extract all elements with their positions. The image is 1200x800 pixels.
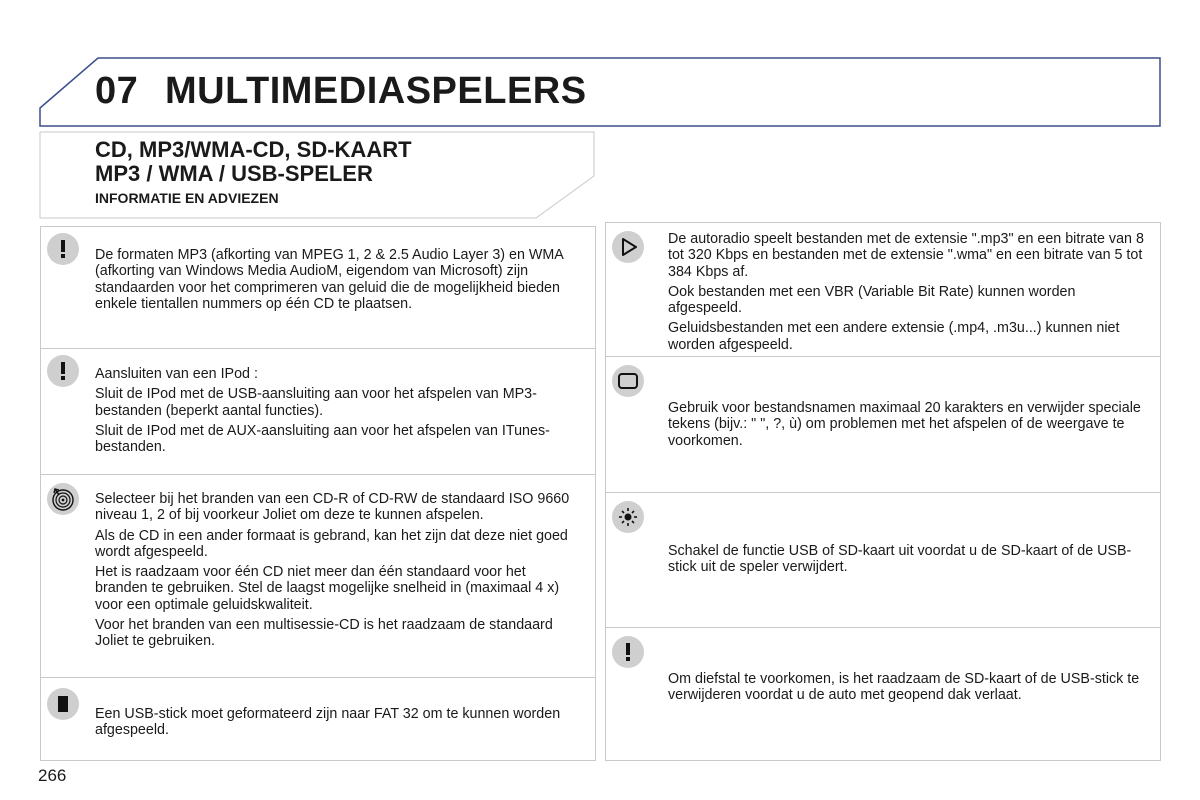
note-paragraph: Aansluiten van een IPod :: [95, 366, 258, 382]
note-paragraph: Om diefstal te voorkomen, is het raadzaam de SD-kaart of de USB-stick te verwijderen voordat u de auto met geopend dak verlaat.: [668, 671, 1140, 704]
note-paragraph: De autoradio speelt bestanden met de extensie ".mp3" en een bitrate van 8 tot 320 Kbps en bestanden met de extensie ".wma" en een bitrate van 5 tot 384 Kbps af.: [668, 231, 1144, 280]
note-paragraph: Ook bestanden met een VBR (Variable Bit Rate) kunnen worden afgespeeld.: [668, 283, 1076, 317]
note-paragraph: Gebruik voor bestandsnamen maximaal 20 karakters en verwijder speciale tekens (bijv.: " ", ?, ù) om problemen met het afspelen of de weergave te voorkomen.: [668, 400, 1141, 449]
note-paragraph: De formaten MP3 (afkorting van MPEG 1, 2 & 2.5 Audio Layer 3) en WMA (afkorting van Windows Media AudioM, eigendom van Microsoft) zijn standaarden voor het comprimeren van geluid die de mogelijkheid bieden enkele tientallen nummers op één CD te plaatsen.: [95, 247, 564, 312]
note-paragraph: Sluit de IPod met de USB-aansluiting aan voor het afspelen van MP3-bestanden (beperkt aantal functies).: [95, 386, 537, 419]
note-paragraph: Sluit de IPod met de AUX-aansluiting aan voor het afspelen van ITunes-bestanden.: [95, 422, 550, 456]
note-mp3-wma-formats: [41, 227, 595, 349]
exclamation-icon: [47, 233, 79, 265]
chapter-title: MULTIMEDIASPELERS: [165, 70, 587, 112]
section-title-line2: MP3 / WMA / USB-SPELER: [95, 161, 373, 186]
note-text: [95, 706, 575, 743]
exclamation-icon: [47, 355, 79, 387]
exclamation-icon: [612, 636, 644, 668]
power-light-icon: [612, 501, 644, 533]
note-text: [668, 400, 1148, 453]
section-subtitle: INFORMATIE EN ADVIEZEN: [95, 190, 279, 206]
section-heading-frame: [0, 0, 600, 230]
note-theft-prevention: [606, 628, 1160, 760]
note-paragraph: Selecteer bij het branden van een CD-R of CD-RW de standaard ISO 9660 niveau 1, 2 of bij voorkeur Joliet om deze te kunnen afspelen.: [95, 491, 570, 524]
note-filenames: [606, 357, 1160, 493]
screen-icon: [612, 365, 644, 397]
left-notes-panel: [40, 226, 596, 761]
note-ipod-connection: [41, 349, 595, 475]
play-icon: [612, 231, 644, 263]
section-title-line1: CD, MP3/WMA-CD, SD-KAART: [95, 137, 412, 162]
note-paragraph: Geluidsbestanden met een andere extensie (.mp4, .m3u...) kunnen niet worden afgespeeld.: [668, 320, 1120, 353]
usb-stick-icon: [47, 688, 79, 720]
note-text: [668, 671, 1148, 708]
cd-burn-icon: [47, 483, 79, 515]
note-cd-burning: [41, 475, 595, 678]
page-number: 266: [38, 766, 67, 785]
note-text: [95, 491, 575, 654]
note-paragraph: Schakel de functie USB of SD-kaart uit voordat u de SD-kaart of de USB-stick uit de speler verwijdert.: [668, 543, 1132, 576]
note-text: [668, 231, 1148, 357]
note-paragraph: Een USB-stick moet geformateerd zijn naar FAT 32 om te kunnen worden afgespeeld.: [95, 706, 561, 739]
note-text: [95, 247, 575, 316]
note-supported-bitrates: [606, 223, 1160, 357]
note-text: [668, 543, 1148, 580]
chapter-number: 07: [95, 70, 139, 112]
note-paragraph: Als de CD in een ander formaat is gebrand, kan het zijn dat deze niet goed wordt afgespeeld.: [95, 527, 568, 560]
note-remove-sd-card: [606, 493, 1160, 628]
right-notes-panel: [605, 222, 1161, 761]
note-paragraph: Voor het branden van een multisessie-CD is het raadzaam de standaard Joliet te gebruiken.: [95, 617, 553, 650]
note-text: [95, 366, 575, 459]
note-paragraph: Het is raadzaam voor één CD niet meer dan één standaard voor het branden te gebruiken. Stel de laagst mogelijke snelheid in (maximaal 4 x) voor een optimale geluidskwaliteit.: [95, 564, 560, 613]
note-usb-format: [41, 678, 595, 760]
